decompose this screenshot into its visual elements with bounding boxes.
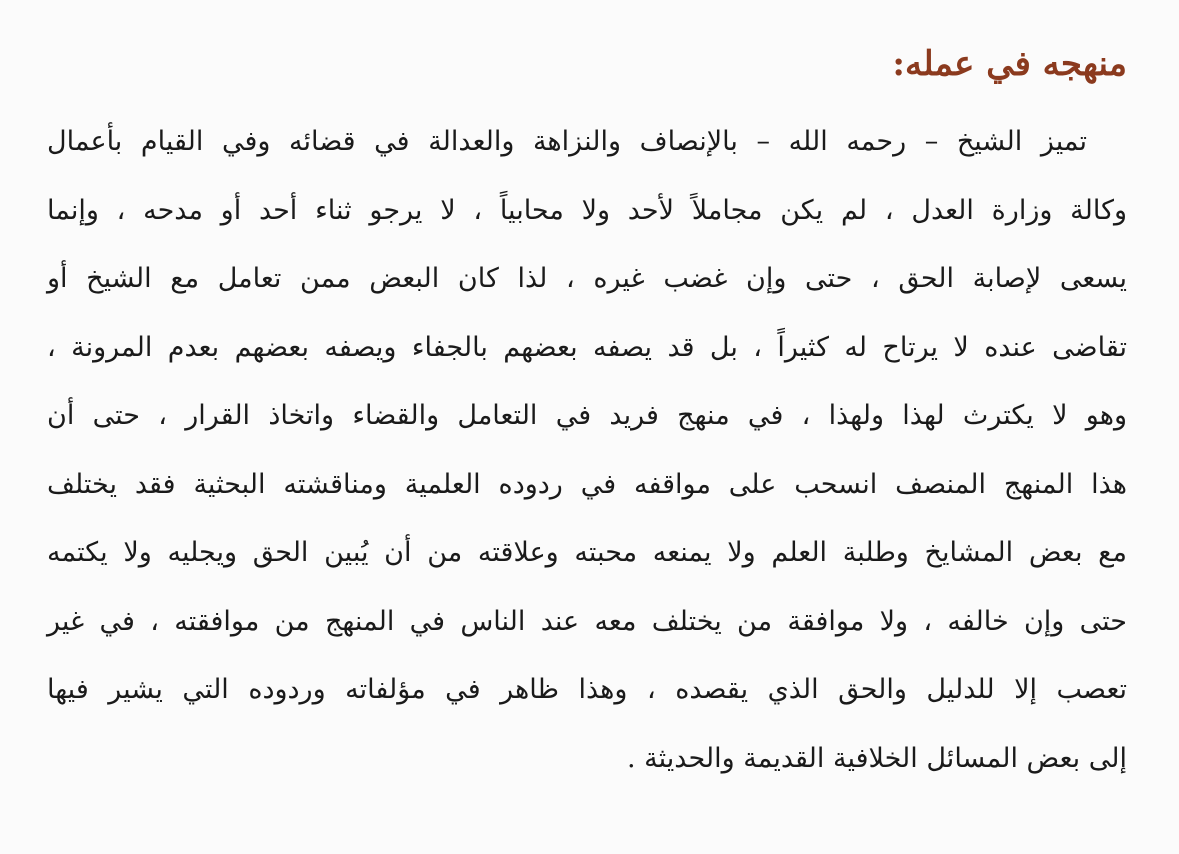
paragraph-line: وكالة وزارة العدل ، لم يكن مجاملاً لأحد ولا محابياً ، لا يرجو ثناء أحد أو مدحه ، وإنما xyxy=(47,194,1127,226)
paragraph-line: تعصب إلا للدليل والحق الذي يقصده ، وهذا ظاهر في مؤلفاته وردوده التي يشير فيها xyxy=(47,674,1127,705)
paragraph-line: وهو لا يكترث لهذا ولهذا ، في منهج فريد في التعامل والقضاء واتخاذ القرار ، حتى أن xyxy=(47,400,1127,431)
paragraph-line: مع بعض المشايخ وطلبة العلم ولا يمنعه محبته وعلاقته من أن يُبين الحق ويجليه ولا يكتمه xyxy=(47,537,1127,568)
paragraph-line: هذا المنهج المنصف انسحب على مواقفه في ردوده العلمية ومناقشته البحثية فقد يختلف xyxy=(47,468,1127,500)
section-heading: منهجه في عمله: xyxy=(892,44,1127,84)
paragraph-line: تميز الشيخ – رحمه الله – بالإنصاف والنزاهة والعدالة في قضائه وفي القيام بأعمال xyxy=(47,126,1087,157)
paragraph-line: تقاضى عنده لا يرتاح له كثيراً ، بل قد يصفه بعضهم بالجفاء ويصفه بعضهم بعدم المرونة ، xyxy=(47,331,1127,363)
paragraph-line: إلى بعض المسائل الخلافية القديمة والحديثة . xyxy=(626,742,1127,774)
paragraph-line: حتى وإن خالفه ، ولا موافقة من يختلف معه عند الناس في المنهج من موافقته ، في غير xyxy=(47,605,1127,637)
body-paragraph xyxy=(47,108,1127,793)
paragraph-line: يسعى لإصابة الحق ، حتى وإن غضب غيره ، لذا كان البعض ممن تعامل مع الشيخ أو xyxy=(47,263,1127,294)
